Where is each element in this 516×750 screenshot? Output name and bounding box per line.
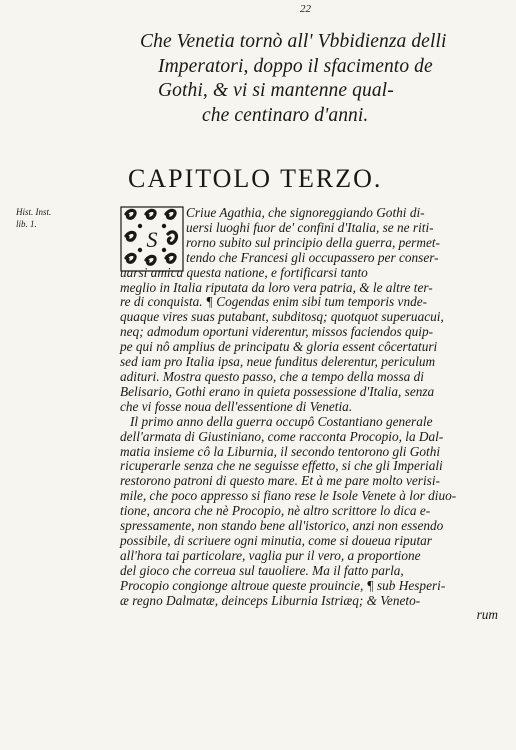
text-line: rorno subito sul principio della guerra, permet- [186, 234, 440, 250]
text-line: possibile, di scriuere ogni minutia, come si doueua riputar [120, 532, 432, 548]
text-line: matia insieme cô la Liburnia, il secondo tentorono gli Gothi [120, 443, 441, 459]
text-line: Il primo anno della guerra occupô Costantiano generale [130, 413, 433, 429]
text-line: ricuperarle senza che ne seguisse effetto, si che gli Imperiali [120, 458, 443, 474]
text-line: adituri. Mostra questo passo, che a tempo della mossa di [120, 368, 424, 384]
text-line: mile, che poco appresso si fiano rese le Isole Venete à lor diuo- [120, 488, 457, 504]
margin-note-line: Hist. Inst. [16, 207, 52, 217]
text-line: dell'armata di Giustiniano, come racconta Procopio, la Dal- [120, 428, 444, 444]
text-line: quaque vires suas putabant, subditosq; quotquot superuacui, [120, 309, 444, 325]
text-line: Procopio congionge altroue queste prouincie, ¶ sub Hesperi- [120, 577, 446, 593]
body-text [120, 206, 498, 623]
text-line: spressamente, non stando bene all'istorico, anzi non essendo [120, 518, 444, 534]
text-line: uarsi amica questa natione, e fortificarsi tanto [120, 264, 368, 280]
text-line: Belisario, Gothi erano in quieta possessione d'Italia, senza [120, 383, 435, 399]
text-line: sed iam pro Italia ipsa, neue funditus delerentur, periculum [120, 354, 436, 370]
text-line: Criue Agathia, che signoreggiando Gothi di- [186, 205, 425, 220]
text-line: pe qui nô amplius de principatu & gloria essent côcertaturi [120, 339, 438, 355]
text-line: neq; admodum oportuni viderentur, missos faciendos quip- [120, 324, 434, 340]
heading-line: Gothi, & vi si mantenne qual- [158, 80, 394, 101]
page-number: 22 [300, 3, 311, 15]
initial-letter: S [146, 227, 158, 252]
text-line: meglio in Italia riputata da loro vera patria, & le altre ter- [120, 279, 433, 295]
text-line: re di conquista. ¶ Cogendas enim sibi tum temporis vnde- [120, 294, 428, 310]
text-line: uersi luoghi fuor de' confini d'Italia, se ne riti- [186, 219, 434, 235]
text-line: æ regno Dalmatæ, deinceps Liburnia Istriæq; & Veneto- [120, 592, 421, 608]
text-line: del gioco che correua sul tauoliere. Ma il fatto parla, [120, 562, 404, 578]
margin-note-line: lib. 1. [16, 219, 37, 229]
catchword: rum [476, 607, 498, 623]
text-line: restorono patroni di questo mare. Et à me pare molto verisi- [120, 473, 440, 489]
heading-line: Che Venetia tornò all' Vbbidienza delli [140, 31, 447, 52]
margin-note [16, 206, 51, 230]
heading-line: che centinaro d'anni. [202, 104, 369, 126]
text-line: tione, ancora che nè Procopio, nè altro scrittore lo dica e- [120, 503, 431, 519]
chapter-title: CAPITOLO TERZO. [128, 164, 383, 193]
text-line: all'hora tai particolare, vaglia pur il vero, a proportione [120, 547, 421, 563]
heading-line: Imperatori, doppo il sfacimento de [158, 55, 433, 77]
chapter-heading [120, 30, 510, 128]
text-line: che vi fosse noua dell'essentione di Venetia. [120, 398, 353, 414]
text-line: tendo che Francesi gli occupassero per conser- [186, 249, 439, 265]
